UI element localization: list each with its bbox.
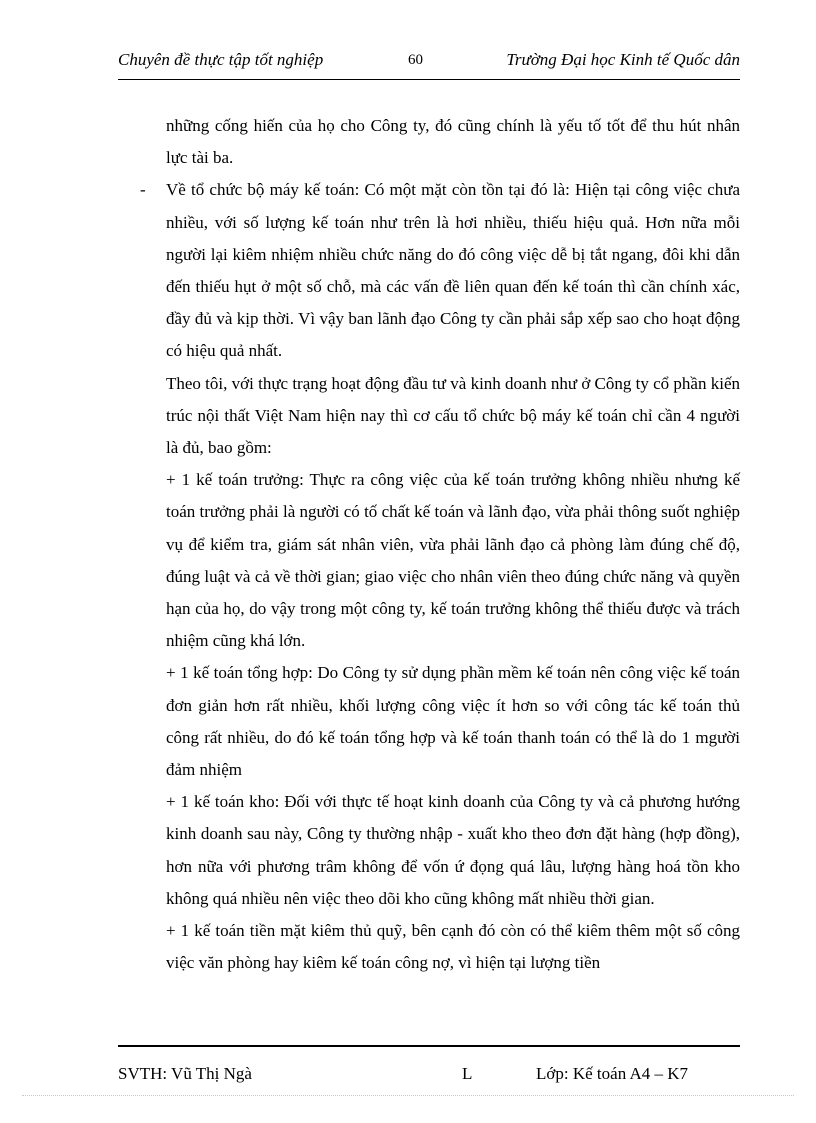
paragraph-6: + 1 kế toán kho: Đối với thực tế hoạt kinh doanh của Công ty và cả phương hướng kinh doanh sau này, Công ty thường nhập - xuất kho theo đơn đặt hàng (hợp đồng), hơn nữa với phương trâm không để vốn ứ đọng quá lâu, lượng hàng hoá tồn kho không quá nhiều nên việc theo dõi kho cũng không mất nhiều thời gian. (166, 792, 740, 908)
header-report-title: Chuyên đề thực tập tốt nghiệp (118, 50, 324, 69)
page-number: 60 (408, 52, 423, 68)
footer-rule (118, 1045, 740, 1047)
page-header (118, 48, 740, 74)
footer-student: SVTH: Vũ Thị Ngà (118, 1064, 252, 1083)
paragraph-2-text: Về tổ chức bộ máy kế toán: Có một mặt còn tồn tại đó là: Hiện tại công việc chưa nhiều, với số lượng kế toán như trên là hơi nhiều, thiếu hiệu quả. Hơn nữa mỗi người lại kiêm nhiệm nhiều chức năng do đó công việc dễ bị tắt ngang, đôi khi dẫn đến thiếu hụt ở một số chỗ, mà các vấn đề liên quan đến kế toán thì cần chính xác, đầy đủ và kịp thời. Vì vậy ban lãnh đạo Công ty cần phải sắp xếp sao cho hoạt động có hiệu quả nhất. (166, 180, 740, 361)
paragraph-3: Theo tôi, với thực trạng hoạt động đầu tư và kinh doanh như ở Công ty cổ phần kiến trúc nội thất Việt Nam hiện nay thì cơ cấu tổ chức bộ máy kế toán chỉ cần 4 người là đủ, bao gồm: (166, 373, 740, 458)
header-rule (118, 79, 740, 80)
footer-middle-mark: L (462, 1064, 473, 1083)
paragraph-1: những cống hiến của họ cho Công ty, đó cũng chính là yếu tố tốt để thu hút nhân lực tài ba. (166, 116, 740, 168)
document-body (118, 110, 740, 979)
paragraph-7: + 1 kế toán tiền mặt kiêm thủ quỹ, bên cạnh đó còn có thể kiêm thêm một số công việc văn phòng hay kiêm kế toán công nợ, vì hiện tại lượng tiền (166, 921, 740, 973)
footer-class: Lớp: Kế toán A4 – K7 (536, 1064, 689, 1083)
paragraph-4: + 1 kế toán trưởng: Thực ra công việc của kế toán trưởng không nhiều nhưng kế toán trưởng phải là người có tố chất kế toán và lãnh đạo, vừa phải thông suốt nghiệp vụ để kiểm tra, giám sát nhân viên, vừa phải lãnh đạo cả phòng làm đúng chế độ, đúng luật và cả về thời gian; giao việc cho nhân viên theo đúng chức năng và quyền hạn của họ, do vậy trong một công ty, kế toán trưởng không thể thiếu được và trách nhiệm cũng khá lớn. (166, 470, 740, 651)
bullet-dash: - (140, 180, 146, 200)
paragraph-2-bullet (118, 174, 740, 367)
header-university: Trường Đại học Kinh tế Quốc dân (506, 50, 740, 69)
page-bottom-dotted-line (22, 1095, 794, 1096)
paragraph-5: + 1 kế toán tổng hợp: Do Công ty sử dụng phần mềm kế toán nên công việc kế toán đơn giản hơn rất nhiều, khối lượng công việc ít hơn so với công tác kế toán thủ công rất nhiều, do đó kế toán tổng hợp và kế toán thanh toán có thể là do 1 mgười đảm nhiệm (166, 663, 740, 780)
